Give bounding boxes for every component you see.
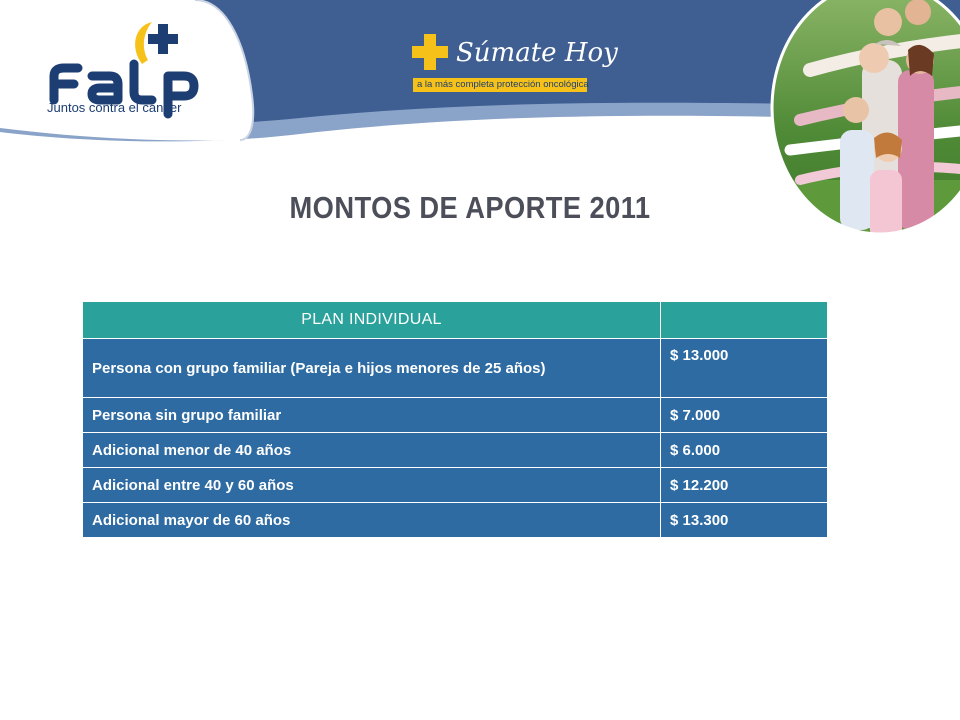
contribution-table <box>82 301 828 538</box>
campaign-title: Súmate Hoy <box>456 38 618 68</box>
row-label: Adicional menor de 40 años <box>83 433 661 468</box>
row-label: Adicional mayor de 60 años <box>83 503 661 538</box>
row-amount: $ 13.300 <box>661 503 828 538</box>
page-title: MONTOS DE APORTE 2011 <box>289 190 651 225</box>
row-label: Persona sin grupo familiar <box>83 398 661 433</box>
row-amount: $ 12.200 <box>661 468 828 503</box>
table-row <box>83 433 828 468</box>
row-amount: $ 6.000 <box>661 433 828 468</box>
campaign-tagline: a la más completa protección oncológica <box>413 78 587 92</box>
plan-header: PLAN INDIVIDUAL <box>83 302 661 339</box>
table-row <box>83 339 828 398</box>
logo-tagline: Juntos contra el cáncer <box>47 100 182 115</box>
table-row <box>83 503 828 538</box>
row-amount: $ 13.000 <box>661 339 828 398</box>
table-row <box>83 468 828 503</box>
table-row <box>83 398 828 433</box>
row-amount: $ 7.000 <box>661 398 828 433</box>
row-label: Persona con grupo familiar (Pareja e hijos menores de 25 años) <box>83 339 661 398</box>
row-label: Adicional entre 40 y 60 años <box>83 468 661 503</box>
amount-header <box>661 302 828 339</box>
table-header-row <box>83 302 828 339</box>
